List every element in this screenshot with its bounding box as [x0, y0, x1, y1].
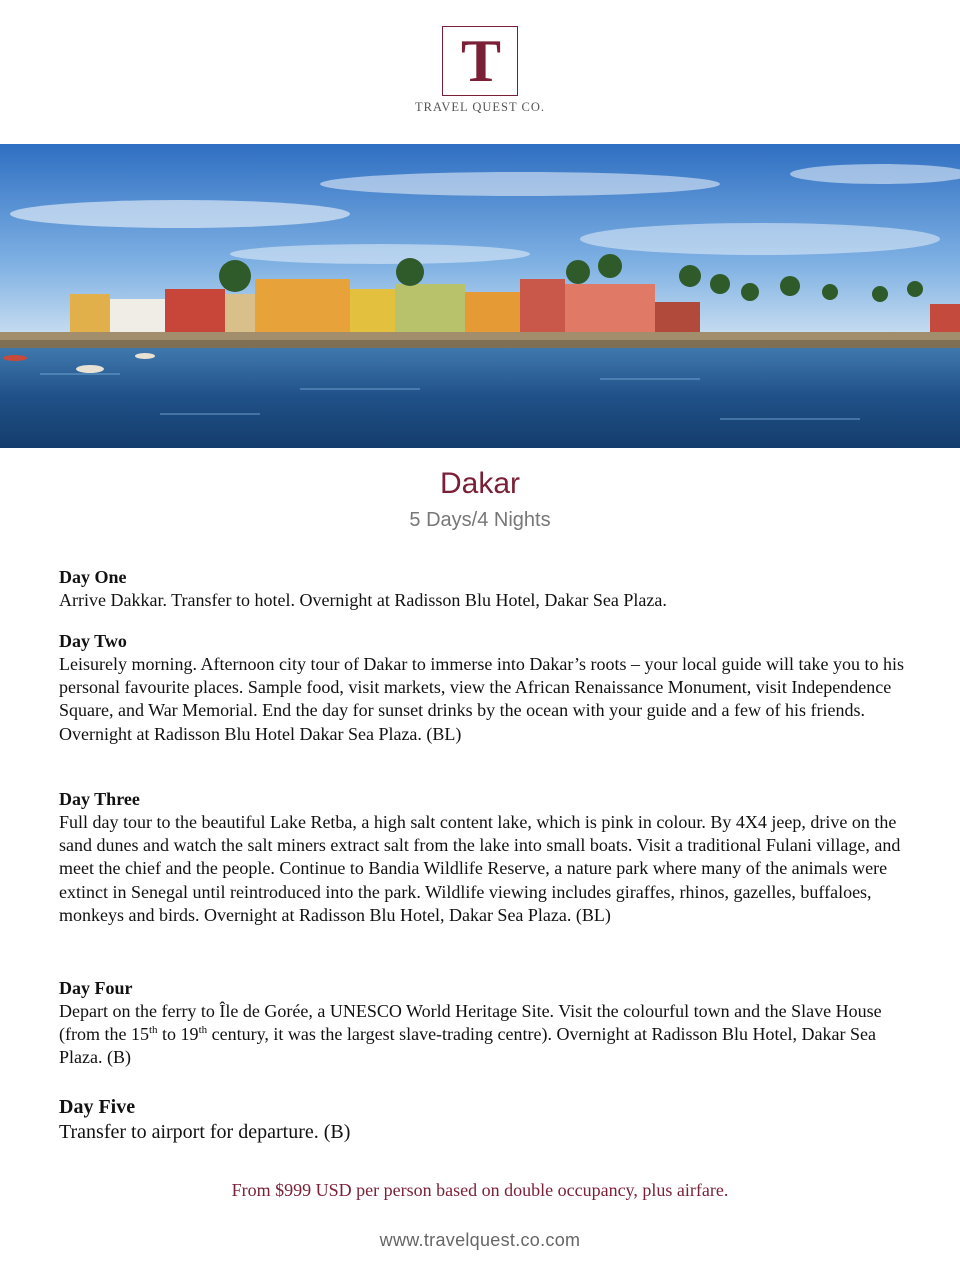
day-description: Transfer to airport for departure. (B): [59, 1121, 351, 1143]
day-title: Day Three: [59, 789, 140, 809]
day-text-part: Depart on the ferry to Île de Gorée, a UNESCO World Heritage Site. Visit the colourful town and the Slave House (from the 15: [59, 1001, 882, 1045]
page-title: Dakar: [439, 467, 521, 500]
ordinal-suffix: th: [148, 1024, 158, 1037]
day-one: [59, 566, 909, 612]
hero-image: [0, 144, 960, 448]
day-three: [59, 788, 909, 927]
day-text-part: to 19: [157, 1024, 199, 1045]
brand-name: TRAVEL QUEST CO.: [414, 100, 545, 114]
day-title: Day Four: [59, 978, 133, 998]
website-link[interactable]: www.travelquest.co.com: [379, 1230, 581, 1250]
coastal-town-photo-icon: [0, 144, 960, 448]
day-title: Day Five: [59, 1096, 136, 1118]
ordinal-suffix: th: [198, 1024, 208, 1037]
day-description: Full day tour to the beautiful Lake Retba, a high salt content lake, which is pink in colour. By 4X4 jeep, drive on the sand dunes and watch the salt miners extract salt from the lake into small boats. Visit a traditional Fulani village, and meet the chief and the people. Continue to Bandia Wildlife Reserve, a nature park where many of the animals were extinct in Senegal until reintroduced into the park. Wildlife viewing includes giraffes, rhinos, gazelles, buffaloes, monkeys and birds. Overnight at Radisson Blu Hotel, Dakar Sea Plaza. (BL): [59, 812, 901, 925]
day-description: [59, 1000, 909, 1070]
day-title: Day One: [59, 567, 127, 587]
day-description: Arrive Dakkar. Transfer to hotel. Overnight at Radisson Blu Hotel, Dakar Sea Plaza.: [59, 590, 667, 610]
page-subtitle: 5 Days/4 Nights: [409, 509, 551, 531]
day-description: Leisurely morning. Afternoon city tour of Dakar to immerse into Dakar’s roots – your local guide will take you to his personal favourite places. Sample food, visit markets, view the African Renaissance Monument, visit Independence Square, and War Memorial. End the day for sunset drinks by the ocean with your guide and a few of his friends. Overnight at Radisson Blu Hotel Dakar Sea Plaza. (BL): [59, 654, 904, 744]
logo: [442, 26, 518, 96]
day-title: Day Two: [59, 631, 127, 651]
logo-letter: T: [460, 28, 502, 94]
day-five: [59, 1095, 909, 1145]
day-four: [59, 977, 909, 1070]
price-note: From $999 USD per person based on double occupancy, plus airfare.: [231, 1180, 729, 1200]
day-two: [59, 630, 909, 746]
day-text-part: century, it was the largest slave-trading centre). Overnight at Radisson Blu Hotel, Dakar Sea Plaza. (B): [59, 1024, 876, 1068]
